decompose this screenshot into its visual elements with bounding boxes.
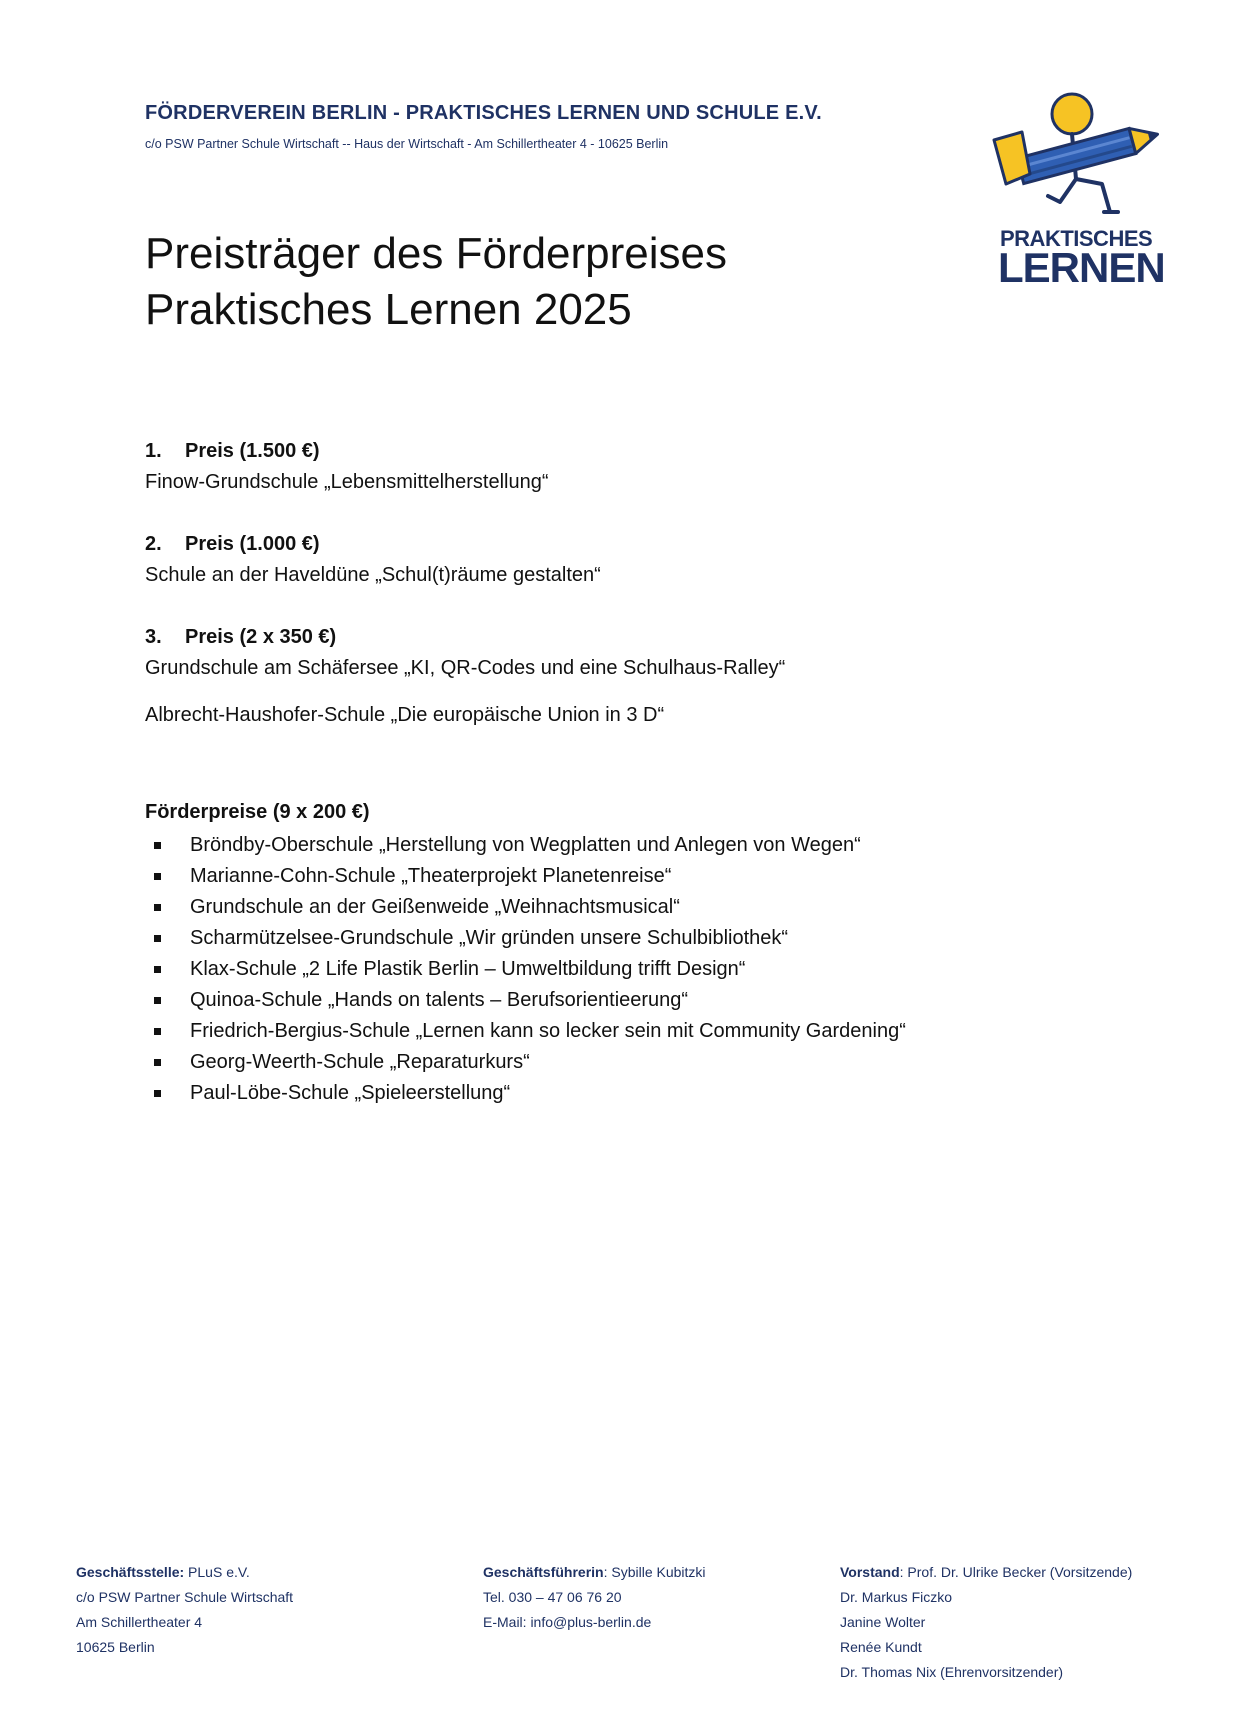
bullet-square-icon [154,997,161,1004]
list-item: Bröndby-Oberschule „Herstellung von Wegplatten und Anlegen von Wegen“ [145,830,906,861]
list-item: Paul-Löbe-Schule „Spieleerstellung“ [145,1078,906,1109]
foerderpreise-list [145,830,906,1109]
footer-manager [483,1560,706,1635]
footer-office-line: c/o PSW Partner Schule Wirtschaft [76,1589,294,1605]
prize-2-heading [145,533,320,556]
bullet-square-icon [154,1028,161,1035]
prize-3-heading [145,626,336,649]
prize-2-number: 2. [145,533,162,555]
logo-text-lernen: LERNEN [998,244,1165,291]
list-item: Klax-Schule „2 Life Plastik Berlin – Umweltbildung trifft Design“ [145,954,906,985]
logo-text-praktisches: PRAKTISCHES [1000,226,1153,251]
list-item: Georg-Weerth-Schule „Reparaturkurs“ [145,1047,906,1078]
list-item: Scharmützelsee-Grundschule „Wir gründen unsere Schulbibliothek“ [145,923,906,954]
footer-manager-label: Geschäftsführerin [483,1564,604,1580]
foerderpreise-heading: Förderpreise (9 x 200 €) [145,801,370,823]
praktisches-lernen-logo [990,84,1170,294]
footer-board-member: Dr. Markus Ficzko [840,1589,953,1605]
footer-office-line: Am Schillertheater 4 [76,1614,203,1630]
footer-office-line: 10625 Berlin [76,1639,155,1655]
prize-1-number: 1. [145,440,162,462]
footer-board-member: Dr. Thomas Nix (Ehrenvorsitzender) [840,1664,1064,1680]
bullet-square-icon [154,1090,161,1097]
bullet-square-icon [154,873,161,880]
prize-2-winner: Schule an der Haveldüne „Schul(t)räume gestalten“ [145,564,601,586]
organization-name: FÖRDERVEREIN BERLIN - PRAKTISCHES LERNEN UND SCHULE E.V. [145,102,822,124]
prize-1-label: Preis (1.500 €) [185,440,320,462]
bullet-square-icon [154,842,161,849]
organization-address: c/o PSW Partner Schule Wirtschaft -- Haus der Wirtschaft - Am Schillertheater 4 - 10625 Berlin [145,137,669,151]
page-title-line-2: Praktisches Lernen 2025 [145,285,632,334]
bullet-square-icon [154,966,161,973]
prize-1-heading [145,440,320,463]
footer-board-member: Renée Kundt [840,1639,922,1655]
page-title [145,226,727,338]
footer-board-label: Vorstand [840,1564,900,1580]
prize-3-winner-1: Grundschule am Schäfersee „KI, QR-Codes und eine Schulhaus-Ralley“ [145,657,786,679]
prize-2-label: Preis (1.000 €) [185,533,320,555]
page-title-line-1: Preisträger des Förderpreises [145,229,728,278]
footer-office-value: PLuS e.V. [184,1564,250,1580]
footer-board-value: : Prof. Dr. Ulrike Becker (Vorsitzende) [899,1564,1133,1580]
footer-board-member: Janine Wolter [840,1614,926,1630]
pencil-figure-icon [990,84,1170,224]
footer-manager-value: : Sybille Kubitzki [603,1564,706,1580]
list-item: Marianne-Cohn-Schule „Theaterprojekt Planetenreise“ [145,861,906,892]
bullet-square-icon [154,1059,161,1066]
prize-1-winner: Finow-Grundschule „Lebensmittelherstellung“ [145,471,549,493]
footer-office-label: Geschäftsstelle: [76,1564,185,1580]
footer-email: E-Mail: info@plus-berlin.de [483,1614,652,1630]
list-item: Friedrich-Bergius-Schule „Lernen kann so lecker sein mit Community Gardening“ [145,1016,906,1047]
prize-3-number: 3. [145,626,162,648]
list-item: Quinoa-Schule „Hands on talents – Berufsorientieerung“ [145,985,906,1016]
footer-board [840,1560,1132,1685]
prize-3-label: Preis (2 x 350 €) [185,626,337,648]
prize-3-winner-2: Albrecht-Haushofer-Schule „Die europäische Union in 3 D“ [145,704,665,726]
footer-office [76,1560,293,1660]
bullet-square-icon [154,935,161,942]
list-item: Grundschule an der Geißenweide „Weihnachtsmusical“ [145,892,906,923]
bullet-square-icon [154,904,161,911]
footer-phone: Tel. 030 – 47 06 76 20 [483,1589,622,1605]
